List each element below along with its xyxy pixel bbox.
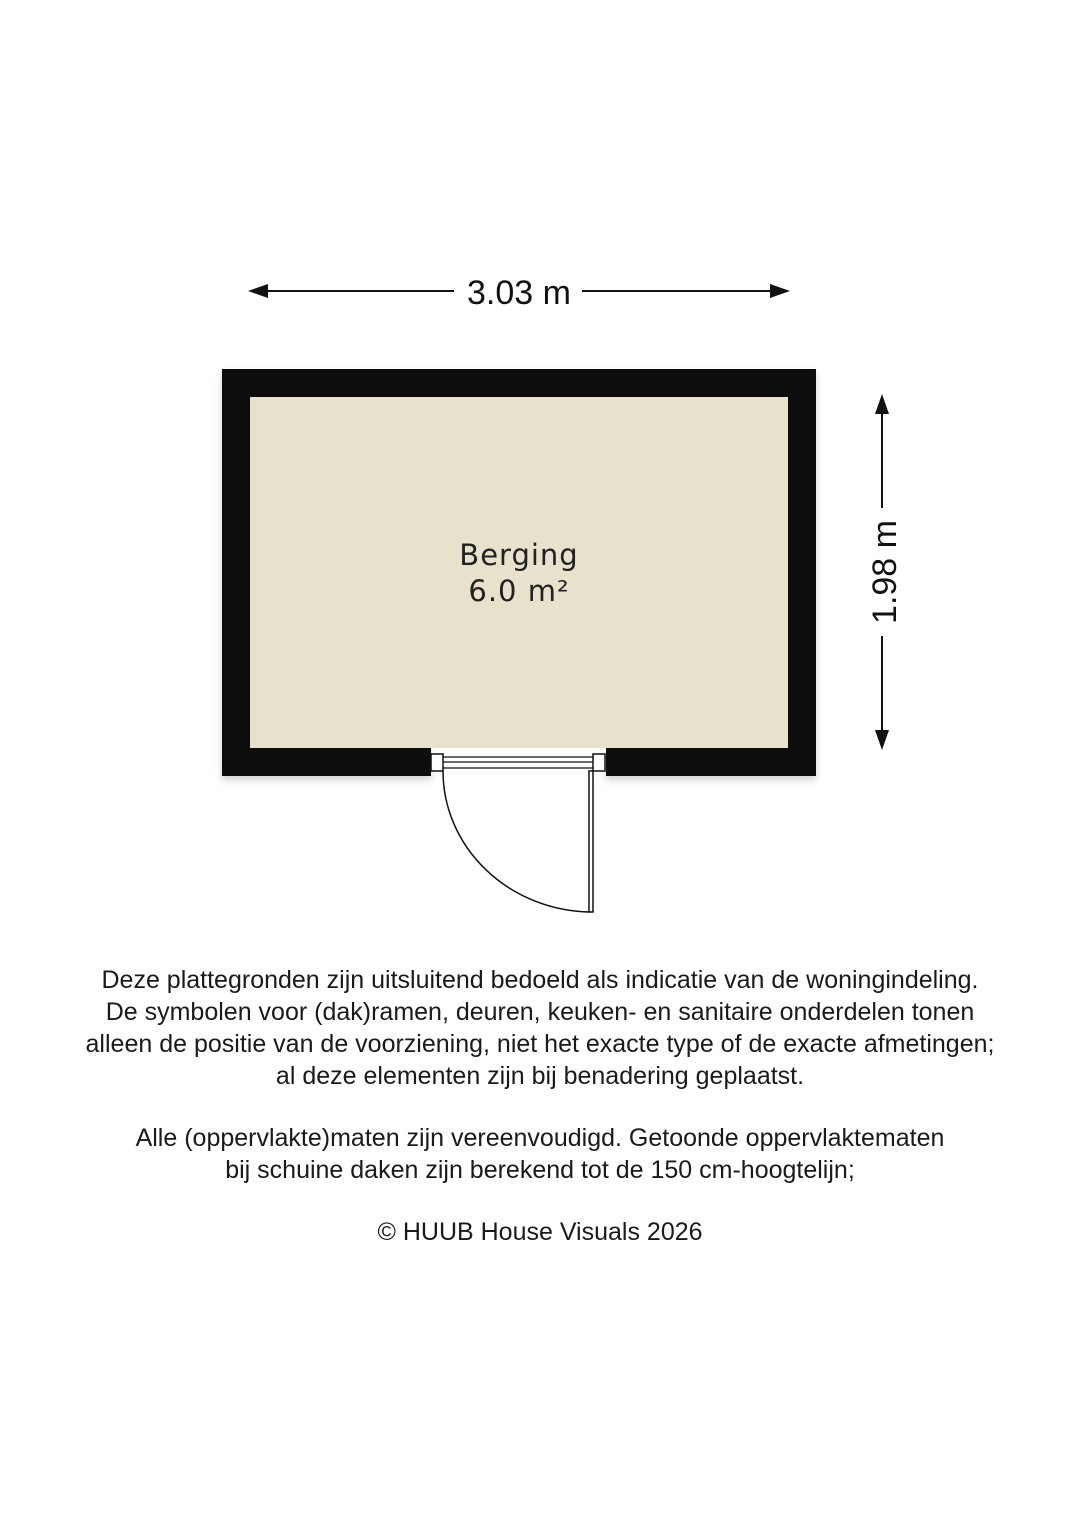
disclaimer (0, 964, 1080, 1248)
door-leaf (589, 771, 593, 912)
height-label: 1.98 m (866, 520, 904, 624)
arrow-down-icon (875, 730, 889, 750)
width-label: 3.03 m (467, 274, 571, 312)
room-area: 6.0 m² (468, 574, 570, 608)
height-dimension (866, 394, 904, 750)
width-dimension (248, 274, 790, 312)
copyright-text: © HUUB House Visuals 2026 (377, 1218, 703, 1246)
arrow-left-icon (248, 284, 268, 298)
room-floor (250, 397, 788, 748)
arrow-right-icon (770, 284, 790, 298)
arrow-up-icon (875, 394, 889, 414)
door (431, 754, 605, 912)
disclaimer-paragraph-1: Deze plattegronden zijn uitsluitend bedoeld als indicatie van de woningindeling. De symbolen voor (dak)ramen, deuren, keuken- en sanitaire onderdelen tonen alleen de positie van de voorziening, niet het exacte type of de exacte afmetingen; al deze elementen zijn bij benadering geplaatst. (85, 966, 995, 1090)
room-name: Berging (459, 538, 579, 572)
disclaimer-paragraph-2: Alle (oppervlakte)maten zijn vereenvoudigd. Getoonde oppervlaktematen bij schuine daken zijn berekend tot de 150 cm-hoogtelijn; (135, 1124, 945, 1184)
door-swing-arc (443, 771, 590, 912)
